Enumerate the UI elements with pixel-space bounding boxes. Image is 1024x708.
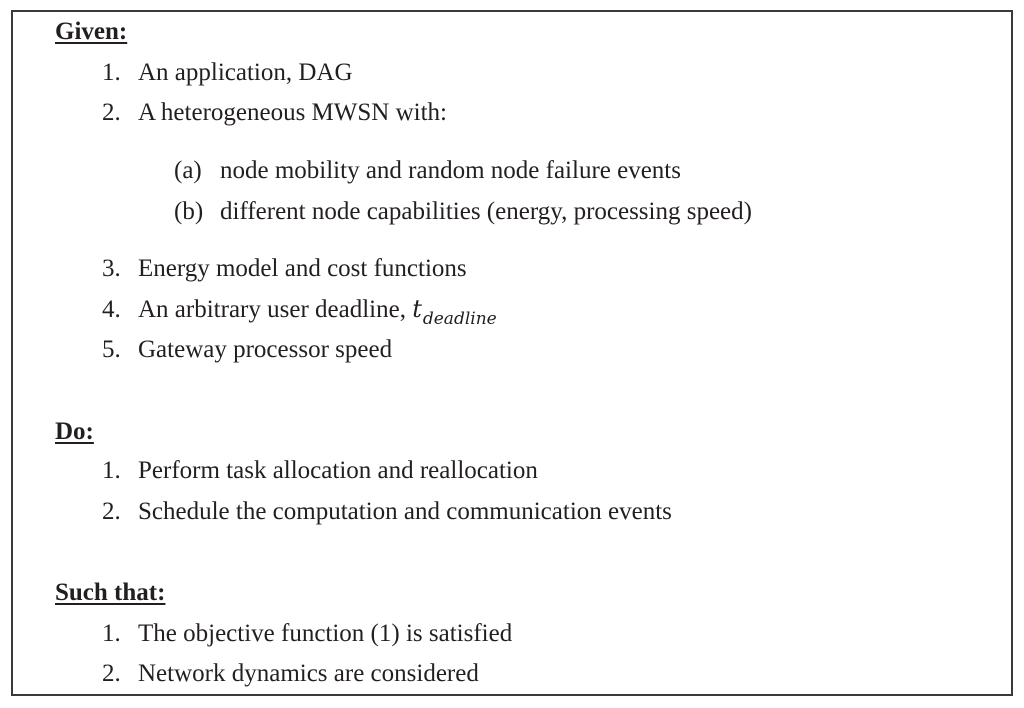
list-number: 1. — [102, 457, 121, 484]
do-heading: Do: — [55, 418, 94, 445]
list-text: Gateway processor speed — [138, 336, 393, 363]
list-text: Perform task allocation and reallocation — [138, 457, 538, 484]
list-number: 2. — [102, 99, 121, 126]
list-text-content: An arbitrary user deadline, — [138, 296, 413, 323]
sublist-label: (b) — [174, 198, 204, 225]
list-number: 1. — [102, 620, 121, 647]
sublist-text: node mobility and random node failure events — [220, 157, 681, 184]
list-text: An application, DAG — [138, 59, 353, 86]
list-number: 3. — [102, 255, 121, 282]
deadline-subscript: deadline — [422, 309, 497, 329]
list-number: 2. — [102, 498, 121, 525]
list-text — [138, 295, 497, 329]
list-number: 5. — [102, 336, 121, 363]
list-text: Schedule the computation and communication events — [138, 498, 672, 525]
list-number: 2. — [102, 660, 121, 687]
list-text: A heterogeneous MWSN with: — [138, 99, 447, 126]
list-text: Network dynamics are considered — [138, 660, 479, 687]
list-text: Energy model and cost functions — [138, 255, 467, 282]
given-heading: Given: — [55, 18, 128, 45]
list-text: The objective function (1) is satisfied — [138, 620, 513, 647]
sublist-text: different node capabilities (energy, processing speed) — [220, 198, 752, 225]
list-number: 1. — [102, 59, 121, 86]
list-number: 4. — [102, 296, 121, 323]
sublist-label: (a) — [174, 157, 202, 184]
deadline-variable: t — [412, 295, 422, 323]
such-that-heading: Such that: — [55, 579, 166, 606]
